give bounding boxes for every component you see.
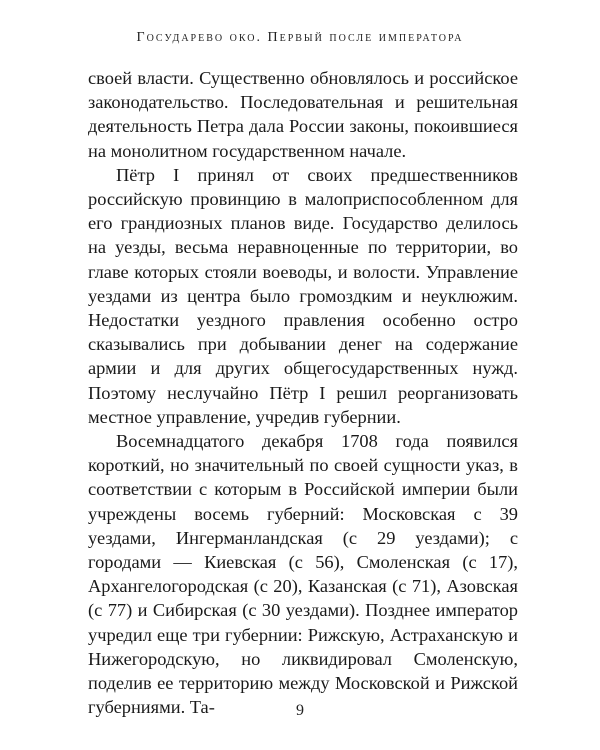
body-text <box>88 66 518 719</box>
paragraph-3: Восемнадцатого декабря 1708 года появился короткий, но значительный по своей сущности указ, в соответствии с которым в Российской империи были учреждены восемь губерний: Московская с 39 уездами, Ингерманландская (с 29 уездами); с городами — Киевская (с 56), Смоленская (с 17), Архангелогородская (с 20), Казанская (с 71), Азовская (с 77) и Сибирская (с 30 уездами). Позднее император учредил еще три губернии: Рижскую, Астраханскую и Нижегородскую, но ликвидировал Смоленскую, поделив ее территорию между Московской и Рижской губерниями. Та- <box>88 431 518 718</box>
paragraph-1: своей власти. Существенно обновлялось и российское законодательство. Последовательная и решительная деятельность Петра дала России законы, покоившиеся на монолитном государственном начале. <box>88 68 518 161</box>
page-number: 9 <box>296 702 304 719</box>
paragraph-2: Пётр I принял от своих предшественников российскую провинцию в малоприспособленном для его грандиозных планов виде. Государство делилось на уезды, весьма неравноценные по территории, во главе которых стояли воеводы, и волости. Управление уездами из центра было громоздким и неуклюжим. Недостатки уездного правления особенно остро сказывались при добывании денег на содержание армии и для других общегосударственных нужд. Поэтому неслучайно Пётр I решил реорганизовать местное управление, учредив губернии. <box>88 164 518 427</box>
running-head: Государево око. Первый после императора <box>136 30 464 45</box>
